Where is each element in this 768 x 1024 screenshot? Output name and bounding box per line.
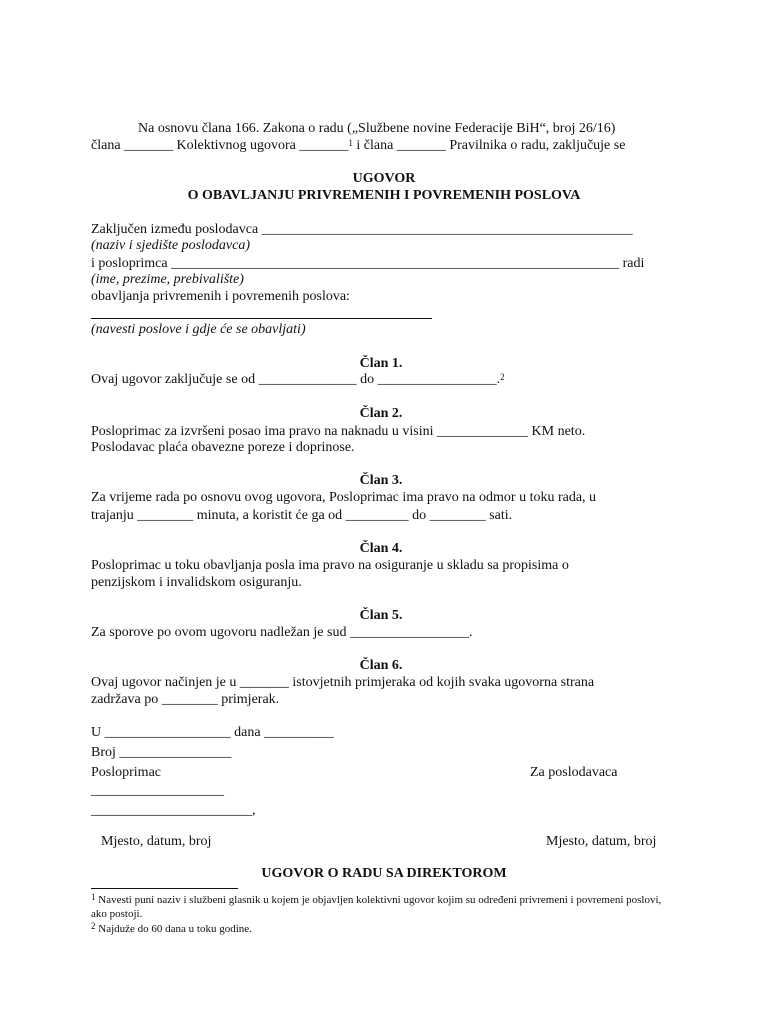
work-hint: (navesti poslove i gdje će se obavljati) [91, 322, 306, 337]
article-3-line-1: Za vrijeme rada po osnovu ovog ugovora, Posloprimac ima pravo na odmor u toku rada, u [91, 490, 597, 505]
article-2-heading: Član 2. [359, 406, 403, 421]
footnote-2-text: Najduže do 60 dana u toku godine. [95, 923, 252, 935]
footnote-separator [91, 888, 238, 889]
footnote-1-text: Navesti puni naziv i službeni glasnik u kojem je objavljen kolektivni ugovor kojim su određeni privremeni i povremeni poslovi, ako postoji. [91, 894, 662, 920]
article-6-line-2: zadržava po ________ primjerak. [91, 692, 280, 707]
worker-line: i posloprimca ________________________________________________________________ radi [91, 256, 645, 271]
footnote-2 [91, 922, 671, 936]
footnote-1 [91, 893, 671, 921]
article-1-heading: Član 1. [359, 356, 403, 371]
article-6-heading: Član 6. [359, 658, 403, 673]
article-4-line-2: penzijskom i invalidskom osiguranju. [91, 575, 302, 590]
article-4-heading: Član 4. [359, 541, 403, 556]
right-place-date: Mjesto, datum, broj [546, 834, 657, 849]
employer-line: Zaključen između poslodavca _____________________________________________________ [91, 222, 633, 237]
contract-subtitle: O OBAVLJANJU PRIVREMENIH I POVREMENIH POSLOVA [187, 188, 581, 203]
article-5-line-1: Za sporove po ovom ugovoru nadležan je sud _________________. [91, 625, 473, 640]
right-party-label: Za poslodavaca [530, 765, 618, 780]
signature-line-1: ___________________ [91, 783, 224, 798]
article-2-line-1: Posloprimac za izvršeni posao ima pravo na naknadu u visini _____________ KM neto. [91, 424, 586, 439]
article-3-line-2: trajanju ________ minuta, a koristit će ga od _________ do ________ sati. [91, 508, 513, 523]
work-description-line: obavljanja privremenih i povremenih poslova: [91, 289, 350, 304]
employer-hint: (naziv i sjedište poslodavca) [91, 238, 251, 253]
article-4-line-1: Posloprimac u toku obavljanja posla ima pravo na osiguranje u skladu sa propisima o [91, 558, 569, 573]
place-date-line: U __________________ dana __________ [91, 725, 335, 740]
footnote-ref-2: 2 [500, 372, 505, 382]
work-description-blank [91, 318, 432, 319]
left-place-date: Mjesto, datum, broj [101, 834, 212, 849]
footnote-ref-1: 1 [348, 138, 353, 148]
article-2-line-2: Poslodavac plaća obavezne poreze i doprinose. [91, 440, 355, 455]
footnote-1-mark: 1 [91, 892, 96, 902]
signature-line-2: _______________________, [91, 803, 256, 818]
next-contract-title: UGOVOR O RADU SA DIREKTOROM [261, 866, 507, 881]
footnote-2-mark: 2 [91, 921, 96, 931]
number-line: Broj ________________ [91, 745, 232, 760]
intro-line-2-a: člana _______ Kolektivnog ugovora _______ [91, 138, 349, 153]
article-1-line-1 [91, 372, 505, 388]
article-1-text: Ovaj ugovor zaključuje se od ______________ do _________________. [91, 372, 501, 387]
intro-line-1: Na osnovu člana 166. Zakona o radu („Službene novine Federacije BiH“, broj 26/16) [138, 121, 616, 136]
contract-title: UGOVOR [352, 171, 416, 186]
article-3-heading: Član 3. [359, 473, 403, 488]
intro-line-2-b: i člana _______ Pravilnika o radu, zaključuje se [352, 138, 626, 153]
left-party-label: Posloprimac [91, 765, 161, 780]
intro-line-2 [91, 138, 625, 154]
article-5-heading: Član 5. [359, 608, 403, 623]
article-6-line-1: Ovaj ugovor načinjen je u _______ istovjetnih primjeraka od kojih svaka ugovorna strana [91, 675, 595, 690]
worker-hint: (ime, prezime, prebivalište) [91, 272, 244, 287]
